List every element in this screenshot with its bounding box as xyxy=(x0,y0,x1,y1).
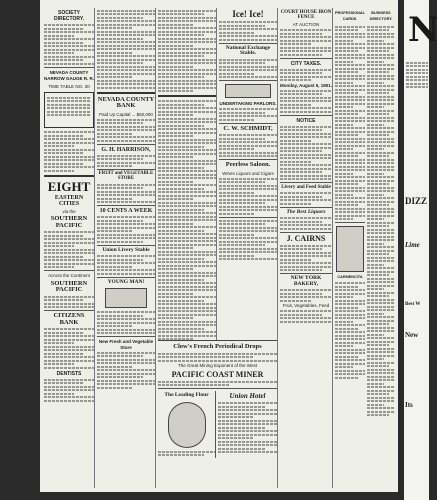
flour-barrel-engraving xyxy=(168,402,206,448)
paid-up-capital: Paid Up Capital ... $50,000 xyxy=(99,111,153,117)
notice-heading: NOTICE xyxy=(296,117,316,124)
fresh-fruit-store-heading: New Fresh and Vegetable Store xyxy=(98,339,154,350)
nevada-county-bank-heading: NEVADA COUNTY BANK xyxy=(97,95,155,109)
national-exchange-stable-heading: National Exchange Stable. xyxy=(225,44,271,56)
carmencita-label: CARMENCITA xyxy=(337,275,363,279)
fruit-feed-label: Fruit, Vegetables, Feed xyxy=(282,303,330,308)
column-society-directory xyxy=(44,8,95,488)
courthouse-fence-heading: COURT HOUSE IRON FENCE xyxy=(280,10,332,20)
schmidt-heading: C. W. SCHMIDT, xyxy=(223,124,273,132)
adjacent-new-heading: New xyxy=(405,331,419,339)
liquors-label: Wines Liquors and Cigars xyxy=(222,170,274,176)
city-taxes-heading: CITY TAXES. xyxy=(290,60,322,67)
business-directory-heading: BUSINESS DIRECTORY. xyxy=(369,11,393,21)
undertaking-parlors-heading: UNDERTAKING PARLORS. xyxy=(219,101,277,106)
leading-flour-heading: The Leading Flour xyxy=(164,392,209,398)
best-liquors-heading: The Best Liquors xyxy=(286,208,326,215)
adjacent-lime-heading: Lime xyxy=(405,241,420,249)
society-directory-heading: SOCIETY DIRECTORY. xyxy=(53,10,84,22)
ten-cents-week-heading: 10 CENTS A WEEK xyxy=(99,208,153,215)
undertaking-engraving xyxy=(225,84,271,98)
time-table-label: TIME TABLE NO. 30 xyxy=(48,83,90,89)
column-bank-and-stores xyxy=(97,8,156,488)
adjacent-page-letter: N xyxy=(408,10,437,50)
newspaper-page xyxy=(40,0,398,492)
adjacent-best-heading: Best W xyxy=(405,302,421,307)
adjacent-diz-heading: DIZZ xyxy=(405,196,428,206)
across-continent-label: Across the Continent xyxy=(48,273,90,278)
adjacent-its-heading: Its xyxy=(405,401,413,409)
union-hotel-heading: Union Hotel xyxy=(229,392,266,400)
new-york-bakery-heading: NEW YORK BAKERY, xyxy=(290,275,322,287)
harrison-heading: G. H. HARRISON, xyxy=(101,146,151,153)
monday-date: Monday, August 5, 1901. xyxy=(280,82,333,88)
great-mining-exponent: The Great Mining Exponent of the West xyxy=(178,363,257,368)
via-label: via the xyxy=(62,208,76,214)
professional-cards-heading: PROFESSIONAL CARDS. xyxy=(335,11,365,21)
eastern-cities-heading: EASTERN CITIES xyxy=(54,194,84,207)
advertisement-engraving xyxy=(105,288,147,308)
peerless-saloon-heading: Peerless Saloon. xyxy=(225,161,271,168)
dentists-heading: DENTISTS xyxy=(56,370,82,377)
citizens-bank-heading: CITIZENS BANK xyxy=(53,312,85,326)
wide-advertisement-block xyxy=(158,340,277,491)
railroad-heading: NEVADA COUNTY NARROW GAUGE R. R. xyxy=(44,69,94,81)
pacific-coast-miner-heading: PACIFIC COAST MINER xyxy=(171,369,264,379)
column-courthouse-notices xyxy=(280,8,333,488)
southern-pacific-heading: SOUTHERN PACIFIC xyxy=(50,215,88,229)
adjacent-page-edge xyxy=(404,0,437,500)
union-livery-stable-heading: Union Livery Stable xyxy=(102,246,150,253)
timetable-grid xyxy=(44,92,94,128)
french-drops-heading: Clow's French Periodical Drops xyxy=(173,343,262,350)
fruit-vegetable-store-heading: FRUIT and VEGETABLE STORE xyxy=(98,171,154,181)
livery-feed-stable-heading: Livery and Feed Stable xyxy=(281,185,331,190)
cairns-heading: J. CAIRNS xyxy=(286,233,326,243)
young-man-heading: YOUNG MAN! xyxy=(107,278,145,285)
ice-heading: Ice! Ice! xyxy=(232,9,264,19)
at-auction-label: AT AUCTION xyxy=(292,22,320,27)
southern-pacific-heading-2: SOUTHERN PACIFIC xyxy=(50,279,88,293)
eight-heading: EIGHT xyxy=(47,178,91,194)
carmencita-portrait xyxy=(336,226,364,272)
column-professional-and-business xyxy=(335,8,395,488)
